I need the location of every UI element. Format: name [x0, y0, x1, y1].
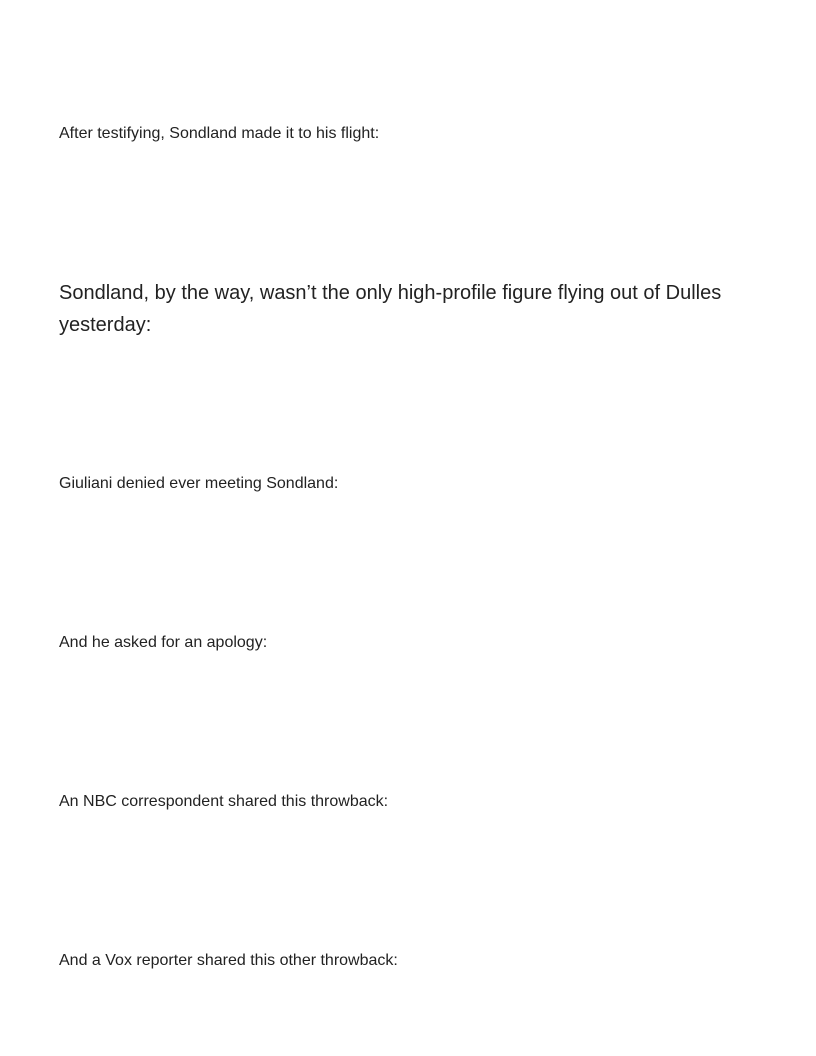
paragraph-dulles-figures: Sondland, by the way, wasn’t the only high-profile figure flying out of Dulles yesterday: [59, 282, 722, 336]
paragraph-vox-throwback: And a Vox reporter shared this other throwback: [59, 952, 398, 969]
paragraph-nbc-throwback: An NBC correspondent shared this throwback: [59, 793, 389, 810]
paragraph-sondland-flight: After testifying, Sondland made it to his flight: [59, 125, 380, 142]
paragraph-apology-request: And he asked for an apology: [59, 634, 268, 651]
paragraph-giuliani-denial: Giuliani denied ever meeting Sondland: [59, 475, 339, 492]
